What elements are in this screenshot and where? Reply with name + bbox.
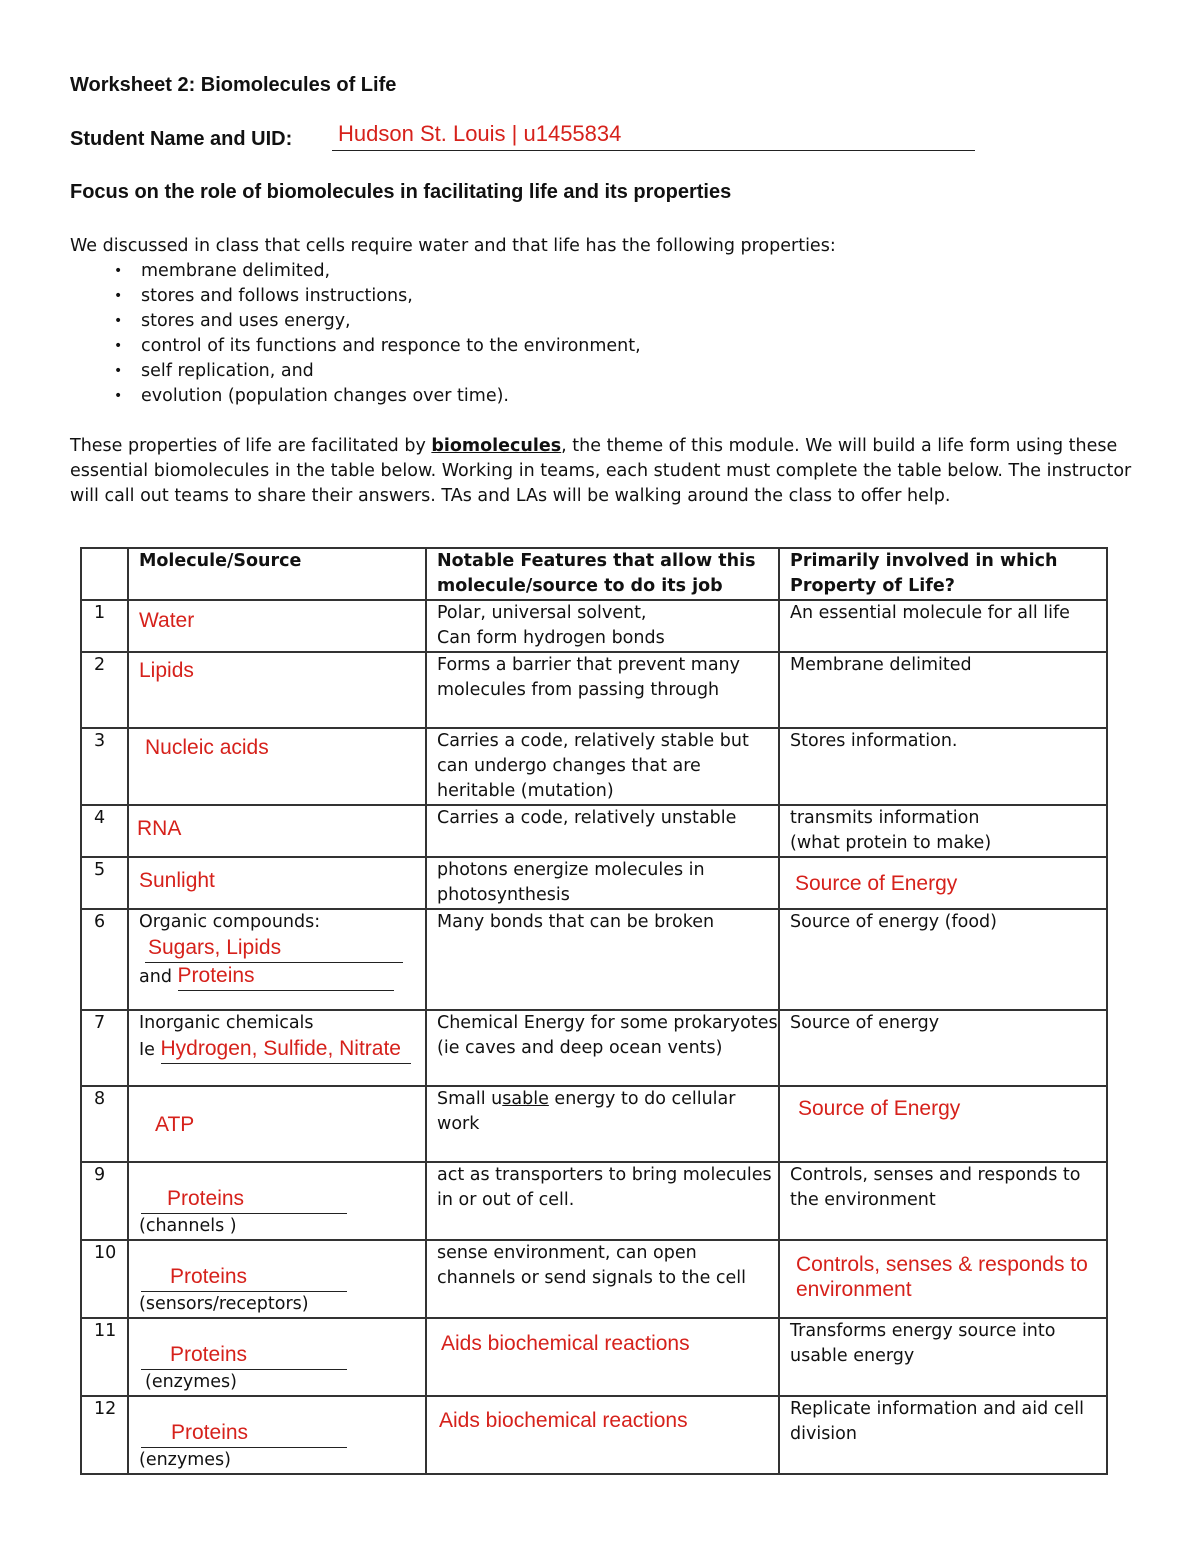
molecule-answer: ATP <box>155 1113 195 1136</box>
features-answer: Aids biochemical reactions <box>439 1409 688 1432</box>
molecule-answer: Nucleic acids <box>145 736 269 759</box>
property-answer: Controls, senses & responds to environment <box>796 1253 1088 1301</box>
instructions-paragraph <box>70 434 1140 509</box>
molecule-cell <box>128 1086 426 1162</box>
table-row <box>81 857 1107 909</box>
biomolecules-table <box>80 547 1108 1475</box>
molecule-cell <box>128 728 426 805</box>
property-text: membrane delimited, <box>141 261 331 281</box>
molecule-prefix: Organic compounds: <box>139 912 321 932</box>
features-cell: Carries a code, relatively stable but can undergo changes that are heritable (mutation) <box>426 728 779 805</box>
table-row <box>81 805 1107 857</box>
row-number: 3 <box>81 728 128 805</box>
molecule-answer: Sugars, Lipids <box>148 936 282 959</box>
row-number: 5 <box>81 857 128 909</box>
student-uid-value: Hudson St. Louis | u1455834 <box>338 121 622 146</box>
features-cell: photons energize molecules in photosynthesis <box>426 857 779 909</box>
property-cell: Source of energy <box>779 1010 1107 1086</box>
bullet-icon: • <box>114 363 123 379</box>
features-underlined: sable <box>502 1089 549 1109</box>
student-uid-label: Student Name and UID: <box>70 128 293 150</box>
molecule-answer: Lipids <box>139 659 194 682</box>
molecule-note: (enzymes) <box>145 1372 237 1392</box>
properties-list <box>70 259 641 409</box>
property-cell <box>779 1240 1107 1318</box>
features-text: Small u <box>437 1089 503 1109</box>
table-row <box>81 1240 1107 1318</box>
features-text: energy to do cellular work <box>437 1089 736 1134</box>
property-text: evolution (population changes over time). <box>141 386 509 406</box>
bullet-icon: • <box>114 313 123 329</box>
table-row <box>81 728 1107 805</box>
row-number: 4 <box>81 805 128 857</box>
property-cell <box>779 805 1107 857</box>
table-row <box>81 909 1107 1010</box>
list-item <box>70 359 641 384</box>
property-cell: Replicate information and aid cell division <box>779 1396 1107 1474</box>
focus-heading: Focus on the role of biomolecules in facilitating life and its properties <box>70 181 732 203</box>
row-number: 7 <box>81 1010 128 1086</box>
bullet-icon: • <box>114 388 123 404</box>
header-molecule: Molecule/Source <box>128 548 426 600</box>
features-cell: Carries a code, relatively unstable <box>426 805 779 857</box>
answer-blank <box>141 1186 347 1214</box>
property-cell: Stores information. <box>779 728 1107 805</box>
student-uid-row <box>70 121 975 154</box>
answer-blank <box>141 1264 347 1292</box>
property-text: stores and follows instructions, <box>141 286 413 306</box>
answer-blank <box>161 1036 411 1064</box>
paragraph-text: , the theme of this module. We will build a life form using these essential biomolecules in the table below. Working in teams, each student must complete the table below. The instructor will call out teams to share their answers. TAs and LAs will be walking around the class to offer help. <box>70 436 1132 506</box>
property-answer: Source of Energy <box>795 872 958 895</box>
property-cell: Transforms energy source into usable energy <box>779 1318 1107 1396</box>
molecule-cell <box>128 1396 426 1474</box>
row-number: 6 <box>81 909 128 1010</box>
features-cell: sense environment, can open channels or send signals to the cell <box>426 1240 779 1318</box>
molecule-answer: Proteins <box>177 964 255 987</box>
features-cell: Chemical Energy for some prokaryotes (ie caves and deep ocean vents) <box>426 1010 779 1086</box>
property-text: stores and uses energy, <box>141 311 351 331</box>
table-row <box>81 1010 1107 1086</box>
row-number: 9 <box>81 1162 128 1240</box>
paragraph-text: These properties of life are facilitated by <box>70 436 432 456</box>
answer-blank <box>141 1420 347 1448</box>
table-row <box>81 652 1107 728</box>
features-cell <box>426 600 779 652</box>
molecule-answer: Proteins <box>170 1265 248 1288</box>
features-cell <box>426 1318 779 1396</box>
and-label: and <box>139 967 172 987</box>
row-number: 8 <box>81 1086 128 1162</box>
table-row <box>81 1318 1107 1396</box>
property-cell <box>779 857 1107 909</box>
molecule-cell <box>128 1162 426 1240</box>
answer-blank <box>145 935 403 963</box>
property-cell: Membrane delimited <box>779 652 1107 728</box>
features-cell <box>426 1396 779 1474</box>
features-text: Polar, universal solvent, <box>437 603 647 623</box>
molecule-answer: Sunlight <box>139 869 215 892</box>
molecule-cell <box>128 600 426 652</box>
bullet-icon: • <box>114 338 123 354</box>
header-property: Primarily involved in which Property of Life? <box>779 548 1107 600</box>
molecule-answer: RNA <box>137 817 182 840</box>
molecule-note: (enzymes) <box>139 1450 231 1470</box>
property-text: transmits information <box>790 808 980 828</box>
molecule-cell <box>128 1318 426 1396</box>
list-item <box>70 384 641 409</box>
property-cell: Controls, senses and responds to the environment <box>779 1162 1107 1240</box>
property-cell <box>779 1086 1107 1162</box>
table-row <box>81 1162 1107 1240</box>
answer-blank <box>178 963 394 991</box>
biomolecules-term: biomolecules <box>431 436 562 456</box>
table-row <box>81 1086 1107 1162</box>
row-number: 10 <box>81 1240 128 1318</box>
bullet-icon: • <box>114 288 123 304</box>
header-num <box>81 548 128 600</box>
student-uid-line <box>332 150 975 151</box>
list-item <box>70 259 641 284</box>
molecule-cell <box>128 1240 426 1318</box>
features-cell <box>426 1086 779 1162</box>
molecule-answer: Water <box>139 609 195 632</box>
molecule-cell <box>128 652 426 728</box>
property-answer: Source of Energy <box>798 1097 961 1120</box>
molecule-answer: Proteins <box>170 1343 248 1366</box>
molecule-cell <box>128 857 426 909</box>
molecule-note: (sensors/receptors) <box>139 1294 309 1314</box>
intro-text: We discussed in class that cells require water and that life has the following properties: <box>70 236 836 256</box>
header-features: Notable Features that allow this molecule/source to do its job <box>426 548 779 600</box>
answer-blank <box>141 1342 347 1370</box>
property-cell: An essential molecule for all life <box>779 600 1107 652</box>
list-item <box>70 284 641 309</box>
molecule-prefix: Inorganic chemicals <box>139 1013 314 1033</box>
list-item <box>70 309 641 334</box>
row-number: 11 <box>81 1318 128 1396</box>
table-header-row <box>81 548 1107 600</box>
molecule-note: (channels ) <box>139 1216 237 1236</box>
list-item <box>70 334 641 359</box>
property-text: self replication, and <box>141 361 314 381</box>
molecule-cell <box>128 805 426 857</box>
table-row <box>81 1396 1107 1474</box>
features-text: Can form hydrogen bonds <box>437 628 665 648</box>
property-text: (what protein to make) <box>790 833 992 853</box>
molecule-answer: Hydrogen, Sulfide, Nitrate <box>160 1037 401 1060</box>
molecule-cell <box>128 909 426 1010</box>
bullet-icon: • <box>114 263 123 279</box>
features-cell: act as transporters to bring molecules in or out of cell. <box>426 1162 779 1240</box>
features-cell: Forms a barrier that prevent many molecules from passing through <box>426 652 779 728</box>
ie-label: Ie <box>139 1040 155 1060</box>
molecule-cell <box>128 1010 426 1086</box>
molecule-answer: Proteins <box>171 1421 249 1444</box>
table-row <box>81 600 1107 652</box>
molecule-answer: Proteins <box>167 1187 245 1210</box>
property-text: control of its functions and responce to the environment, <box>141 336 641 356</box>
row-number: 1 <box>81 600 128 652</box>
features-cell: Many bonds that can be broken <box>426 909 779 1010</box>
row-number: 12 <box>81 1396 128 1474</box>
worksheet-title: Worksheet 2: Biomolecules of Life <box>70 74 397 96</box>
row-number: 2 <box>81 652 128 728</box>
property-cell: Source of energy (food) <box>779 909 1107 1010</box>
features-answer: Aids biochemical reactions <box>441 1332 690 1355</box>
